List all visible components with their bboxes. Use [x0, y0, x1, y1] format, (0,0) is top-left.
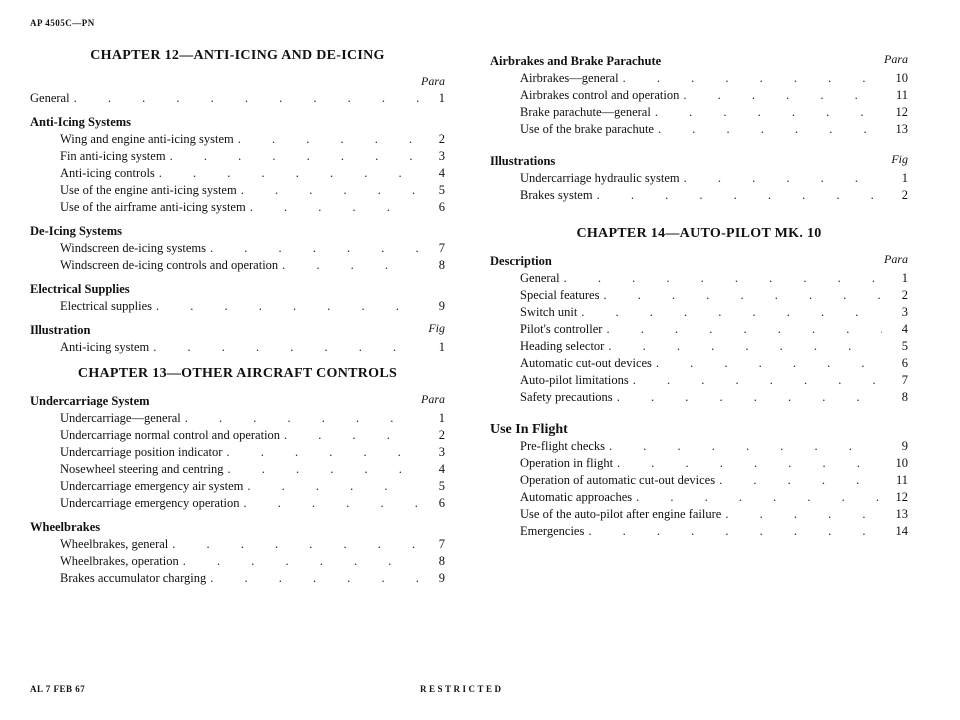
dot-leader [623, 70, 882, 87]
entry-number: 1 [438, 340, 445, 354]
entry-number: 8 [901, 390, 908, 404]
toc-entry [30, 427, 445, 444]
spacer [490, 204, 908, 224]
entry-number: 3 [901, 305, 908, 319]
toc-entry [30, 90, 445, 107]
toc-entry [490, 321, 908, 338]
classification-footer: RESTRICTED [420, 684, 504, 694]
entry-title: Undercarriage—general [60, 411, 181, 425]
dot-leader [603, 287, 882, 304]
toc-entry [490, 455, 908, 472]
dot-leader [581, 304, 882, 321]
entry-title: Use of the brake parachute [520, 122, 654, 136]
column-tag: Para [421, 392, 445, 406]
entry-number: 8 [438, 554, 445, 568]
dot-leader [170, 148, 419, 165]
entry-title: Emergencies [520, 524, 585, 538]
entry-title: Anti-icing system [60, 340, 150, 354]
entry-title: Wing and engine anti-icing system [60, 132, 234, 146]
section-title: Airbrakes and Brake Parachute [490, 54, 662, 68]
entry-number: 5 [438, 183, 445, 197]
entry-title: Fin anti-icing system [60, 149, 166, 163]
toc-entry [30, 553, 445, 570]
section-title: Description [490, 254, 552, 268]
dot-leader [227, 461, 419, 478]
entry-title: Operation in flight [520, 456, 614, 470]
toc-entry [490, 389, 908, 406]
section-heading [30, 518, 445, 536]
section-title: Wheelbrakes [30, 520, 101, 534]
entry-title: Undercarriage emergency air system [60, 479, 244, 493]
toc-entry [30, 165, 445, 182]
entry-title: Undercarriage position indicator [60, 445, 223, 459]
entry-number: 5 [438, 479, 445, 493]
toc-entry [490, 304, 908, 321]
entry-number: 1 [438, 411, 445, 425]
dot-leader [238, 131, 419, 148]
column-tag: Para [884, 52, 908, 66]
amendment-footer: AL 7 FEB 67 [30, 684, 86, 694]
entry-title: Electrical supplies [60, 299, 152, 313]
entry-number: 4 [438, 462, 445, 476]
toc-entry [490, 472, 908, 489]
dot-leader [609, 438, 882, 455]
entry-number: 1 [901, 171, 908, 185]
dot-leader [725, 506, 882, 523]
entry-title: Nosewheel steering and centring [60, 462, 224, 476]
toc-entry [30, 131, 445, 148]
section-title: Electrical Supplies [30, 282, 130, 296]
entry-number: 11 [895, 473, 908, 487]
entry-number: 6 [438, 496, 445, 510]
toc-entry [490, 87, 908, 104]
entry-number: 2 [438, 428, 445, 442]
toc-entry [490, 287, 908, 304]
entry-title: Use of the engine anti-icing system [60, 183, 237, 197]
chapter-title: CHAPTER 13—OTHER AIRCRAFT CONTROLS [77, 366, 398, 381]
toc-entry [30, 199, 445, 216]
toc-entry [30, 461, 445, 478]
entry-number: 6 [438, 200, 445, 214]
dot-leader [210, 240, 419, 257]
entry-title: Wheelbrakes, operation [60, 554, 179, 568]
toc-entry [30, 410, 445, 427]
entry-number: 2 [438, 132, 445, 146]
entry-title: Brakes accumulator charging [60, 571, 207, 585]
toc-entry [30, 478, 445, 495]
dot-leader [719, 472, 882, 489]
dot-leader [564, 270, 882, 287]
entry-title: Undercarriage hydraulic system [520, 171, 680, 185]
toc-entry [30, 339, 445, 356]
entry-title: Safety precautions [520, 390, 613, 404]
entry-title: Anti-icing controls [60, 166, 155, 180]
entry-title: Use of the airframe anti-icing system [60, 200, 246, 214]
dot-leader [241, 182, 419, 199]
entry-title: Switch unit [520, 305, 578, 319]
section-title: Anti-Icing Systems [30, 115, 132, 129]
section-heading [490, 52, 908, 70]
document-reference: AP 4505C—PN [30, 18, 95, 28]
entry-title: Heading selector [520, 339, 605, 353]
dot-leader [185, 410, 419, 427]
section-heading [490, 420, 908, 438]
section-heading [30, 392, 445, 410]
entry-number: 7 [438, 537, 445, 551]
entry-number: 9 [438, 571, 445, 585]
dot-leader [684, 170, 882, 187]
toc-entry [30, 298, 445, 315]
dot-leader [658, 121, 882, 138]
entry-number: 12 [895, 105, 908, 119]
dot-leader [153, 339, 419, 356]
entry-number: 2 [901, 288, 908, 302]
section-title: Illustration [30, 323, 91, 337]
entry-number: 10 [895, 71, 908, 85]
dot-leader [683, 87, 882, 104]
section-heading [490, 252, 908, 270]
entry-number: 1 [438, 91, 445, 105]
entry-title: Undercarriage normal control and operation [60, 428, 281, 442]
entry-title: Brake parachute—general [520, 105, 651, 119]
left-column [30, 46, 445, 587]
column-tag: Fig [428, 321, 445, 335]
toc-entry [490, 70, 908, 87]
entry-number: 13 [895, 507, 908, 521]
spacer [490, 406, 908, 414]
dot-leader [656, 355, 882, 372]
dot-leader [284, 427, 419, 444]
dot-leader [617, 455, 882, 472]
toc-entry [490, 170, 908, 187]
entry-title: Automatic cut-out devices [520, 356, 652, 370]
toc-entry [490, 523, 908, 540]
dot-leader [226, 444, 419, 461]
toc-entry [490, 187, 908, 204]
entry-number: 1 [901, 271, 908, 285]
toc-entry [490, 338, 908, 355]
dot-leader [588, 523, 882, 540]
toc-entry [30, 148, 445, 165]
entry-title: Operation of automatic cut-out devices [520, 473, 716, 487]
entry-number: 9 [901, 439, 908, 453]
entry-number: 9 [438, 299, 445, 313]
entry-number: 7 [438, 241, 445, 255]
entry-title: Automatic approaches [520, 490, 633, 504]
entry-title: Auto-pilot limitations [520, 373, 629, 387]
entry-title: General [520, 271, 560, 285]
dot-leader [156, 298, 419, 315]
column-tag: Fig [891, 152, 908, 166]
toc-entry [490, 121, 908, 138]
dot-leader [250, 199, 419, 216]
entry-number: 3 [438, 445, 445, 459]
dot-leader [159, 165, 419, 182]
section-title: Undercarriage System [30, 394, 150, 408]
chapter-title: CHAPTER 14—AUTO-PILOT MK. 10 [576, 226, 822, 241]
toc-entry [30, 536, 445, 553]
entry-number: 4 [438, 166, 445, 180]
entry-title: Airbrakes control and operation [520, 88, 680, 102]
chapter-title: CHAPTER 12—ANTI-ICING AND DE-ICING [90, 48, 385, 63]
dot-leader [655, 104, 882, 121]
entry-number: 3 [438, 149, 445, 163]
section-heading [30, 222, 445, 240]
toc-entry [490, 506, 908, 523]
spacer [30, 356, 445, 364]
entry-number: 10 [895, 456, 908, 470]
section-heading [30, 113, 445, 131]
entry-title: Airbrakes—general [520, 71, 619, 85]
section-heading [30, 321, 445, 339]
section-title: Illustrations [490, 154, 556, 168]
entry-title: Windscreen de-icing systems [60, 241, 206, 255]
toc-entry [30, 570, 445, 587]
entry-title: General [30, 91, 70, 105]
dot-leader [633, 372, 882, 389]
dot-leader [608, 338, 882, 355]
toc-entry [30, 182, 445, 199]
entry-number: 14 [895, 524, 908, 538]
entry-number: 2 [901, 188, 908, 202]
entry-number: 13 [895, 122, 908, 136]
toc-entry [30, 495, 445, 512]
entry-title: Wheelbrakes, general [60, 537, 169, 551]
dot-leader [172, 536, 419, 553]
entry-number: 12 [895, 490, 908, 504]
entry-title: Pre-flight checks [520, 439, 606, 453]
dot-leader [606, 321, 882, 338]
entry-number: 4 [901, 322, 908, 336]
entry-title: Windscreen de-icing controls and operation [60, 258, 279, 272]
toc-entry [490, 489, 908, 506]
dot-leader [282, 257, 419, 274]
dot-leader [210, 570, 419, 587]
entry-number: 7 [901, 373, 908, 387]
dot-leader [183, 553, 419, 570]
entry-title: Undercarriage emergency operation [60, 496, 240, 510]
entry-title: Pilot's controller [520, 322, 603, 336]
entry-title: Use of the auto-pilot after engine failure [520, 507, 722, 521]
entry-number: 5 [901, 339, 908, 353]
toc-entry [30, 257, 445, 274]
toc-entry [490, 270, 908, 287]
right-column [490, 46, 908, 540]
section-heading [490, 152, 908, 170]
entry-number: 8 [438, 258, 445, 272]
toc-entry [490, 104, 908, 121]
spacer [490, 138, 908, 146]
dot-leader [74, 90, 419, 107]
toc-entry [490, 355, 908, 372]
dot-leader [617, 389, 882, 406]
toc-entry [490, 438, 908, 455]
dot-leader [636, 489, 882, 506]
section-title: De-Icing Systems [30, 224, 123, 238]
column-tag: Para [421, 74, 445, 88]
entry-number: 6 [901, 356, 908, 370]
toc-entry [30, 240, 445, 257]
section-heading [30, 280, 445, 298]
toc-entry [30, 444, 445, 461]
dot-leader [244, 495, 419, 512]
dot-leader [597, 187, 882, 204]
entry-number: 11 [895, 88, 908, 102]
entry-title: Special features [520, 288, 600, 302]
column-tag: Para [884, 252, 908, 266]
entry-title: Brakes system [520, 188, 593, 202]
toc-entry [490, 372, 908, 389]
section-title: Use In Flight [490, 422, 568, 437]
dot-leader [247, 478, 419, 495]
column-tag-row [30, 74, 445, 90]
